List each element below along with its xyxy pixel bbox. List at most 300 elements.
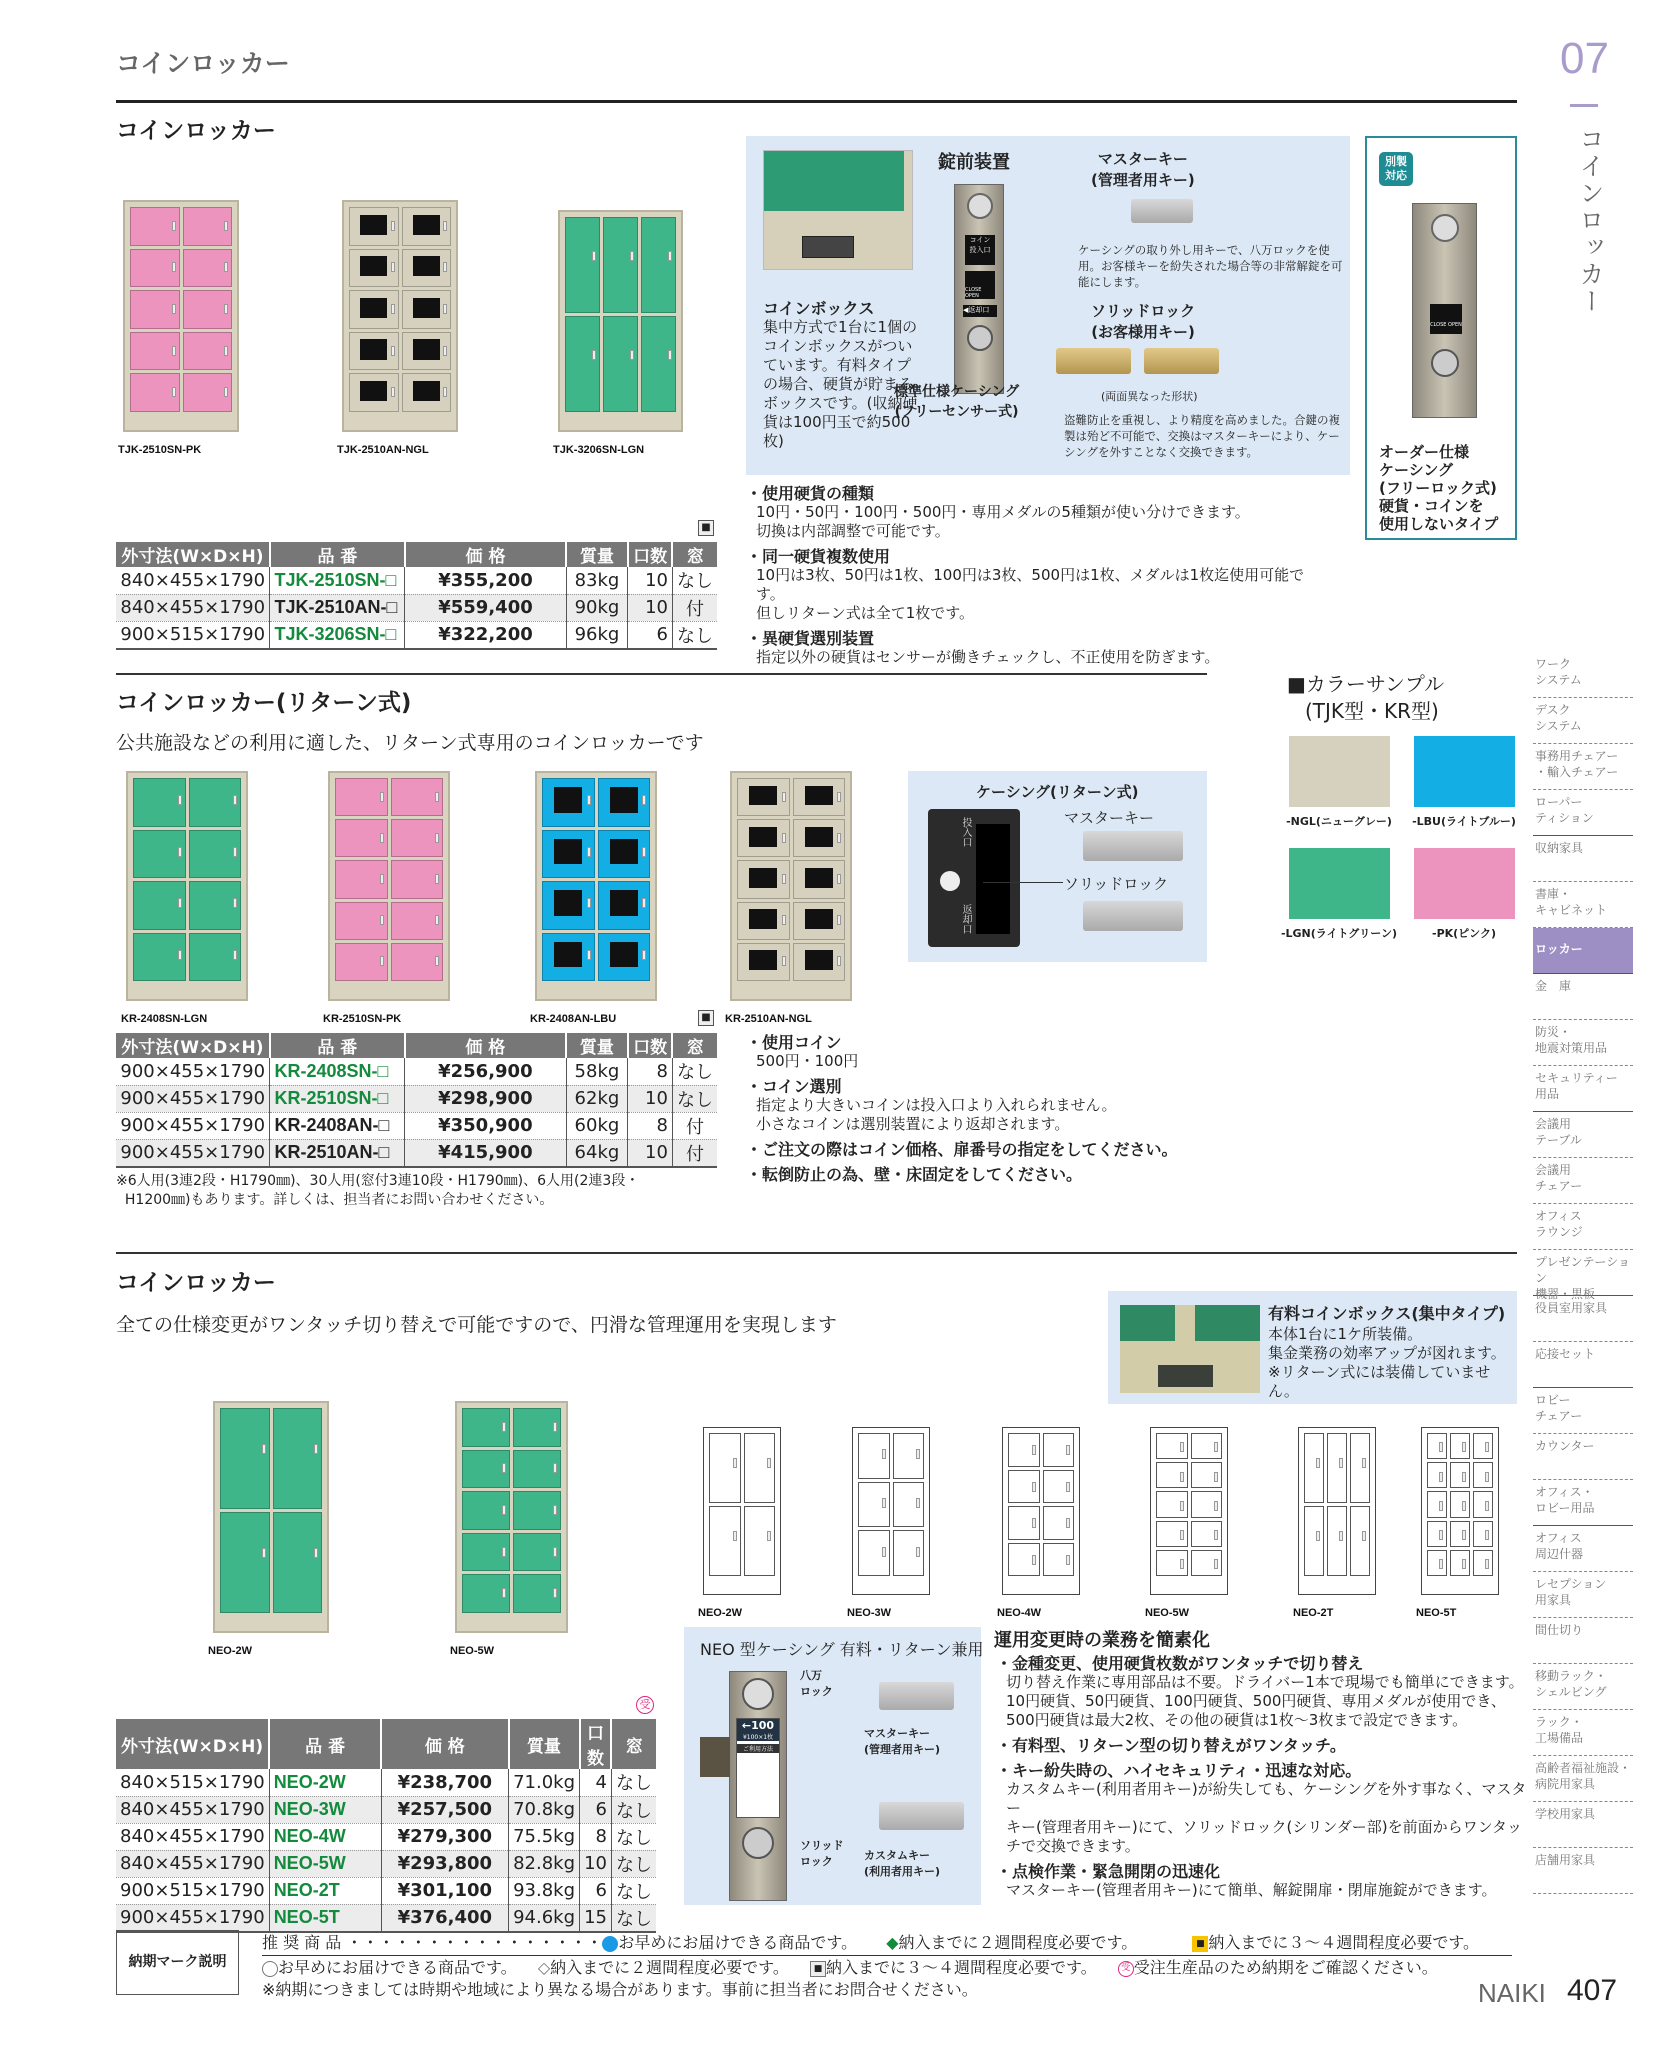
sidebar-item[interactable]: ラック・ 工場備品 <box>1533 1710 1633 1756</box>
feature-item <box>996 1736 1536 1755</box>
color-sample-subtitle: (TJK型・KR型) <box>1305 699 1439 723</box>
product-code-label: NEO-5W <box>450 1645 494 1657</box>
cell-doors: 10 <box>628 567 673 594</box>
door-lock-icon <box>502 1547 506 1557</box>
door-lock-icon <box>1462 1472 1466 1482</box>
solid-lock-label: ソリッドロック (お客様用キー) <box>1091 302 1196 341</box>
cell-weight: 64kg <box>566 1139 628 1167</box>
legend-text: 納入までに２週間程度必要です。 <box>898 1933 1138 1952</box>
cell-dims: 840×455×1790 <box>116 567 270 594</box>
cell-code: KR-2510SN-□ <box>270 1085 405 1112</box>
door-window <box>805 909 833 929</box>
sidebar-item[interactable]: ロッカー <box>1533 928 1633 974</box>
door-window <box>610 890 638 916</box>
locker-door <box>1191 1550 1223 1576</box>
door-window <box>360 381 387 401</box>
door-lock-icon <box>733 1458 737 1468</box>
cell-code: NEO-2W <box>269 1769 381 1796</box>
table-row <box>116 621 717 649</box>
door-lock-icon <box>443 304 447 314</box>
product-code-label: NEO-2W <box>698 1607 742 1619</box>
locker-door <box>598 881 651 930</box>
door-lock-icon <box>443 346 447 356</box>
door-lock-icon <box>642 795 646 805</box>
locker-door <box>349 290 399 329</box>
locker-door <box>1473 1433 1493 1459</box>
door-window <box>554 839 582 865</box>
door-window <box>554 787 582 813</box>
cell-doors: 8 <box>580 1823 612 1850</box>
door-lock-icon <box>1439 1530 1443 1540</box>
table-header-row <box>116 542 717 567</box>
locker-door <box>1450 1521 1470 1547</box>
solid-lock-label: ソリッド ロック <box>800 1839 844 1868</box>
cell-price: ¥298,900 <box>405 1085 566 1112</box>
cell-window: なし <box>611 1877 656 1904</box>
feature-item <box>746 1077 1206 1134</box>
locker-door <box>183 332 233 371</box>
locker-door <box>462 1450 510 1489</box>
locker-door <box>1473 1550 1493 1576</box>
door-lock-icon <box>1316 1531 1320 1541</box>
section2-note: ※6人用(3連2段・H1790㎜)、30人用(窓付3連10段・H1790㎜)、6人用(2連3段・ H1200㎜)もあります。詳しくは、担当者にお問い合わせください。 <box>116 1173 640 1208</box>
coinbox-panel <box>1108 1291 1517 1404</box>
locker-image <box>1150 1427 1228 1595</box>
cell-dims: 900×455×1790 <box>116 1058 270 1085</box>
locker-image <box>342 200 458 432</box>
door-lock-icon <box>1362 1458 1366 1468</box>
made-to-order-mark-icon: 受 <box>636 1696 654 1714</box>
gray-square-icon: ■ <box>810 1961 826 1977</box>
locker-door <box>391 819 444 857</box>
door-lock-icon <box>1485 1472 1489 1482</box>
door-window <box>413 215 440 235</box>
section2-subtitle: 公共施設などの利用に適した、リターン式専用のコインロッカーです <box>116 732 704 754</box>
feature-title: ・点検作業・緊急開閉の迅速化 <box>996 1862 1221 1881</box>
locker-door <box>542 830 595 879</box>
sidebar-item[interactable]: 事務用チェアー ・輸入チェアー <box>1533 744 1633 790</box>
usage-plate: ご利用方法 <box>737 1744 779 1753</box>
locker-door <box>335 943 388 981</box>
locker-door <box>513 1408 561 1447</box>
locker-door <box>183 290 233 329</box>
door-lock-icon <box>262 1444 266 1454</box>
column-header: 口数 <box>580 1719 612 1769</box>
cell-price: ¥256,900 <box>405 1058 566 1085</box>
locker-door <box>1156 1550 1188 1576</box>
sidebar-item[interactable]: セキュリティー 用品 <box>1533 1066 1633 1112</box>
door-lock-icon <box>553 1463 557 1473</box>
free-lock-casing-photo <box>1412 203 1477 418</box>
cell-window: なし <box>611 1904 656 1932</box>
sidebar-item[interactable]: オフィス ラウンジ <box>1533 1204 1633 1250</box>
neo-custom-key-label: カスタムキー (利用者用キー) <box>864 1849 941 1878</box>
color-swatch-label: -LGN(ライトグリーン) <box>1280 927 1398 940</box>
locker-door <box>1473 1462 1493 1488</box>
locker-door <box>349 207 399 246</box>
door-lock-icon <box>882 1498 886 1508</box>
coinbox-text: 集中方式で1台に1個のコインボックスがついています。有料タイプの場合、硬貨が貯まるボックスです。(収納硬貨は100円玉で約500枚) <box>763 318 918 450</box>
customer-key-reverse-icon <box>1144 348 1219 374</box>
sidebar-item[interactable]: 会議用 テーブル <box>1533 1112 1633 1158</box>
locker-door <box>1427 1491 1447 1517</box>
cell-window: なし <box>672 1058 717 1085</box>
running-header: コインロッカー <box>116 49 290 78</box>
feature-item <box>746 547 1306 623</box>
feature-text: 小さなコインは選別装置により返却されます。 <box>756 1115 1070 1133</box>
column-header: 口数 <box>628 542 673 567</box>
locker-door <box>542 881 595 930</box>
door-lock-icon <box>767 1458 771 1468</box>
door-lock-icon <box>587 950 591 960</box>
locker-door <box>130 249 180 288</box>
master-key-icon <box>1131 199 1193 223</box>
master-key-icon <box>1083 831 1183 861</box>
door-lock-icon <box>1214 1530 1218 1540</box>
door-lock-icon <box>1439 1501 1443 1511</box>
door-lock-icon <box>1485 1442 1489 1452</box>
cell-price: ¥355,200 <box>405 567 566 594</box>
locker-door <box>1156 1433 1188 1459</box>
locker-door <box>1304 1506 1324 1576</box>
cell-window: 付 <box>672 1112 717 1139</box>
return-casing-title: ケーシング(リターン式) <box>976 783 1139 801</box>
cell-doors: 10 <box>628 594 673 621</box>
sidebar-item[interactable]: 店舗用家具 <box>1533 1848 1633 1894</box>
sidebar-item[interactable]: 高齢者福祉施設・ 病院用家具 <box>1533 1756 1633 1802</box>
door-lock-icon <box>733 1531 737 1541</box>
brand-name: NAIKI <box>1478 1978 1546 2008</box>
door-lock-icon <box>1180 1472 1184 1482</box>
locker-image <box>1298 1427 1376 1595</box>
locker-door <box>130 332 180 371</box>
door-window <box>413 298 440 318</box>
close-label: CLOSE <box>965 287 982 293</box>
return-slot-label: 返却口 <box>960 904 971 934</box>
delivery-legend-row2 <box>262 1955 1438 1978</box>
cell-doors: 4 <box>580 1769 612 1796</box>
locker-image <box>535 771 657 1001</box>
sidebar-item[interactable]: 移動ラック・ シェルビング <box>1533 1664 1633 1710</box>
sidebar-item[interactable]: プレゼンテーション 機器・黒板 <box>1533 1250 1633 1296</box>
door-lock-icon <box>1066 1482 1070 1492</box>
door-lock-icon <box>782 833 786 843</box>
feature-text: キー(管理者用キー)にて、ソリッドロック(シリンダー部)を前面からワンタッ <box>1006 1818 1523 1836</box>
lock-device-panel <box>746 136 1350 475</box>
key-shape-note: (両面異なった形状) <box>1101 390 1198 403</box>
locker-door <box>1043 1433 1075 1467</box>
door-window <box>610 942 638 968</box>
door-lock-icon <box>1462 1501 1466 1511</box>
coinbox-photo <box>763 150 913 270</box>
feature-title: ・ご注文の際はコイン価格、扉番号の指定をしてください。 <box>746 1140 1178 1159</box>
door-window <box>805 950 833 970</box>
color-sample-title: ■カラーサンプル <box>1287 672 1445 696</box>
section2-title: コインロッカー(リターン式) <box>116 690 412 716</box>
sidebar-item[interactable]: デスク システム <box>1533 698 1633 744</box>
color-swatch-pk <box>1414 848 1515 919</box>
section3-features-title: 運用変更時の業務を簡素化 <box>994 1630 1210 1651</box>
door-lock-icon <box>435 915 439 925</box>
sidebar-item[interactable]: ロビー チェアー <box>1533 1388 1633 1434</box>
door-lock-icon <box>391 221 395 231</box>
cell-dims: 900×515×1790 <box>116 621 270 649</box>
locker-door <box>513 1491 561 1530</box>
locker-door <box>462 1408 510 1447</box>
cell-price: ¥415,900 <box>405 1139 566 1167</box>
product-code-label: NEO-2W <box>208 1645 252 1657</box>
door-lock-icon <box>1485 1530 1489 1540</box>
sidebar-item[interactable]: 書庫・ キャビネット <box>1533 882 1633 928</box>
cell-dims: 900×515×1790 <box>116 1877 269 1904</box>
locker-door <box>1191 1433 1223 1459</box>
green-diamond-icon: ◆ <box>886 1933 899 1952</box>
table-row <box>116 1823 656 1850</box>
locker-image <box>852 1427 930 1595</box>
table-row <box>116 594 717 621</box>
color-swatch-lgn <box>1289 848 1390 919</box>
table-row <box>116 1904 656 1932</box>
locker-image <box>558 210 683 432</box>
locker-door <box>793 860 846 898</box>
coinbox-panel-text <box>1268 1325 1517 1401</box>
door-lock-icon <box>642 847 646 857</box>
locker-door <box>542 933 595 982</box>
door-lock-icon <box>1462 1442 1466 1452</box>
sidebar-item[interactable]: 金 庫 <box>1533 974 1633 1020</box>
cell-weight: 96kg <box>566 621 628 649</box>
sidebar-item[interactable]: レセプション 用家具 <box>1533 1572 1633 1618</box>
door-lock-icon <box>592 251 596 261</box>
locker-door <box>1304 1433 1324 1503</box>
door-lock-icon <box>1316 1458 1320 1468</box>
door-lock-icon <box>391 387 395 397</box>
coinbox-panel-title: 有料コインボックス(集中タイプ) <box>1268 1304 1506 1323</box>
table-row <box>116 1796 656 1823</box>
locker-door <box>793 819 846 857</box>
locker-door <box>513 1533 561 1572</box>
cell-window: 付 <box>672 1139 717 1167</box>
feature-text: 切換は内部調整で可能です。 <box>756 522 950 540</box>
locker-door <box>858 1530 890 1576</box>
door-lock-icon <box>443 262 447 272</box>
delivery-legend-title: 納期マーク説明 <box>116 1930 239 1995</box>
locker-door <box>793 902 846 940</box>
door-lock-icon <box>1066 1445 1070 1455</box>
legend-text: 納入までに２週間程度必要です。 <box>550 1958 789 1977</box>
sidebar-item[interactable]: 防災・ 地震対策用品 <box>1533 1020 1633 1066</box>
locker-door <box>220 1512 270 1613</box>
locker-door <box>793 778 846 816</box>
door-lock-icon <box>1339 1531 1343 1541</box>
locker-door <box>603 316 638 412</box>
locker-door <box>893 1482 925 1528</box>
sidebar-item[interactable]: ワーク システム <box>1533 652 1633 698</box>
locker-door <box>1450 1550 1470 1576</box>
door-lock-icon <box>1339 1458 1343 1468</box>
locker-door <box>402 332 452 371</box>
feature-title: ・金種変更、使用硬貨枚数がワンタッチで切り替え <box>996 1654 1364 1673</box>
door-lock-icon <box>1214 1559 1218 1569</box>
locker-image <box>123 200 239 432</box>
cell-price: ¥293,800 <box>381 1850 509 1877</box>
locker-door <box>1327 1433 1347 1503</box>
door-lock-icon <box>178 847 182 857</box>
color-swatch-label: -LBU(ライトブルー) <box>1412 815 1516 828</box>
door-lock-icon <box>224 304 228 314</box>
cell-code: NEO-5T <box>269 1904 381 1932</box>
sidebar-item[interactable]: オフィス 周辺什器 <box>1533 1526 1633 1572</box>
locker-door <box>402 290 452 329</box>
product-code-label: KR-2510SN-PK <box>323 1013 402 1025</box>
cell-doors: 6 <box>580 1877 612 1904</box>
cell-weight: 90kg <box>566 594 628 621</box>
door-lock-icon <box>782 874 786 884</box>
door-window <box>360 256 387 276</box>
sidebar-item[interactable]: 間仕切り <box>1533 1618 1633 1664</box>
door-lock-icon <box>882 1547 886 1557</box>
locker-door <box>462 1533 510 1572</box>
door-lock-icon <box>587 898 591 908</box>
door-lock-icon <box>391 346 395 356</box>
locker-door <box>565 316 600 412</box>
door-window <box>749 827 777 847</box>
door-lock-icon <box>1066 1555 1070 1565</box>
door-lock-icon <box>178 950 182 960</box>
door-lock-icon <box>587 795 591 805</box>
header-rule <box>116 100 1517 103</box>
legend-text: お早めにお届けできる商品です。 <box>278 1958 517 1977</box>
coin-100-plate: ←100 <box>737 1719 779 1732</box>
cell-doors: 10 <box>628 1139 673 1167</box>
cell-code: KR-2510AN-□ <box>270 1139 405 1167</box>
door-window <box>805 827 833 847</box>
locker-door <box>391 902 444 940</box>
sidebar-item[interactable]: ローパー ティション <box>1533 790 1633 836</box>
cell-code: TJK-2510AN-□ <box>270 594 405 621</box>
door-window <box>360 339 387 359</box>
cell-dims: 900×455×1790 <box>116 1904 269 1932</box>
sidebar-item[interactable]: 会議用 チェアー <box>1533 1158 1633 1204</box>
door-window <box>413 381 440 401</box>
sidebar-item[interactable]: 役員室用家具 <box>1533 1296 1633 1342</box>
locker-door <box>335 860 388 898</box>
cell-dims: 900×455×1790 <box>116 1112 270 1139</box>
sidebar-item[interactable]: 応接セット <box>1533 1342 1633 1388</box>
cell-weight: 94.6kg <box>509 1904 580 1932</box>
cell-window: なし <box>611 1769 656 1796</box>
door-window <box>413 256 440 276</box>
locker-door <box>133 881 186 930</box>
sidebar-item[interactable]: 収納家具 <box>1533 836 1633 882</box>
feature-title: ・転倒防止の為、壁・床固定をしてください。 <box>746 1165 1083 1184</box>
sidebar-item[interactable]: 学校用家具 <box>1533 1802 1633 1848</box>
chapter-vertical-title: コインロッカー <box>1576 126 1605 315</box>
cell-weight: 71.0kg <box>509 1769 580 1796</box>
feature-text: 500円・100円 <box>756 1052 859 1070</box>
color-swatch-ngl <box>1289 736 1390 807</box>
coinbox-line: ※リターン式には装備していません。 <box>1268 1363 1491 1400</box>
locker-door <box>1427 1521 1447 1547</box>
door-lock-icon <box>391 262 395 272</box>
column-header: 質量 <box>566 1033 628 1058</box>
feature-item <box>996 1761 1536 1856</box>
door-lock-icon <box>782 956 786 966</box>
door-lock-icon <box>1485 1501 1489 1511</box>
section1-title: コインロッカー <box>116 118 276 144</box>
return-master-key-label: マスターキー <box>1064 809 1155 827</box>
locker-door <box>1156 1491 1188 1517</box>
coin-slot-label: 投入口 <box>960 817 971 847</box>
locker-door <box>391 860 444 898</box>
section1-spec-table <box>116 542 717 650</box>
locker-door <box>130 207 180 246</box>
locker-door <box>391 778 444 816</box>
cell-code: TJK-2510SN-□ <box>270 567 405 594</box>
locker-image <box>1002 1427 1080 1595</box>
color-swatch-lbu <box>1414 736 1515 807</box>
door-lock-icon <box>443 387 447 397</box>
cell-weight: 70.8kg <box>509 1796 580 1823</box>
close-open-plate <box>1430 304 1462 334</box>
return-casing-photo <box>928 809 1020 947</box>
door-lock-icon <box>172 304 176 314</box>
door-lock-icon <box>553 1588 557 1598</box>
locker-door <box>183 373 233 412</box>
door-lock-icon <box>916 1498 920 1508</box>
solid-lock-text: 盗難防止を重視し、より精度を高めました。合鍵の複製は殆ど不可能で、交換はマスターキーにより、ケーシングを外すことなく交換できます。 <box>1064 413 1340 459</box>
door-lock-icon <box>380 956 384 966</box>
feature-text: カスタムキー(利用者用キー)が紛失しても、ケーシングを外す事なく、マスター <box>1006 1780 1527 1817</box>
locker-image <box>126 771 248 1001</box>
sidebar-item[interactable]: カウンター <box>1533 1434 1633 1480</box>
door-lock-icon <box>1214 1501 1218 1511</box>
locker-door <box>1427 1550 1447 1576</box>
locker-door <box>130 290 180 329</box>
locker-door <box>1191 1491 1223 1517</box>
section2-spec-table <box>116 1033 717 1168</box>
solid-lock-cylinder <box>967 325 993 351</box>
locker-door <box>1450 1491 1470 1517</box>
locker-door <box>189 881 242 930</box>
cell-weight: 83kg <box>566 567 628 594</box>
locker-image <box>730 771 852 1001</box>
door-lock-icon <box>233 795 237 805</box>
cell-window: なし <box>611 1796 656 1823</box>
locker-door <box>737 943 790 981</box>
locker-door <box>1473 1521 1493 1547</box>
table-header-row <box>116 1719 656 1769</box>
sidebar-item[interactable]: オフィス・ ロビー用品 <box>1533 1480 1633 1526</box>
cell-weight: 75.5kg <box>509 1823 580 1850</box>
cell-price: ¥238,700 <box>381 1769 509 1796</box>
cell-weight: 60kg <box>566 1112 628 1139</box>
door-lock-icon <box>837 874 841 884</box>
coinbox-line: 本体1台に1ケ所装備。 <box>1268 1325 1423 1343</box>
cell-price: ¥559,400 <box>405 594 566 621</box>
locker-door <box>220 1408 270 1509</box>
color-swatch-label: -PK(ピンク) <box>1432 927 1496 940</box>
door-window <box>749 950 777 970</box>
column-header: 品 番 <box>269 1719 381 1769</box>
feature-title: ・異硬貨選別装置 <box>746 629 875 648</box>
feature-title: ・コイン選別 <box>746 1077 842 1096</box>
column-header: 外寸法(W×D×H) <box>116 1719 269 1769</box>
door-lock-icon <box>172 262 176 272</box>
section3-title: コインロッカー <box>116 1270 276 1296</box>
product-code-label: TJK-2510AN-NGL <box>337 444 429 456</box>
feature-text: 10円は3枚、50円は1枚、100円は3枚、500円は1枚、メダルは1枚迄使用可能です。 <box>756 566 1305 603</box>
